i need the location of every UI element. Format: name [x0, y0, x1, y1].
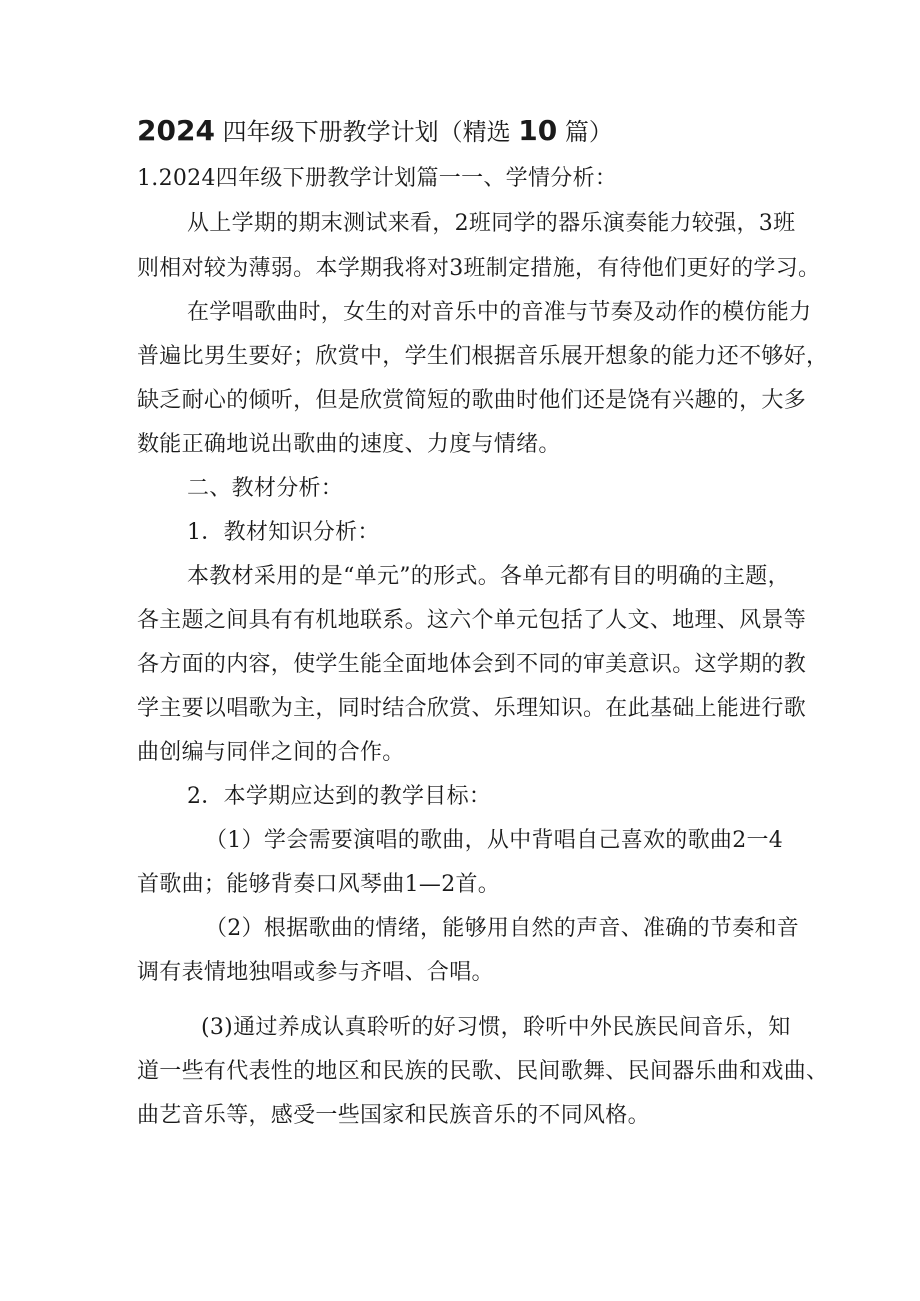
title-suffix: 篇） [564, 118, 613, 146]
paragraph-line: 在学唱歌曲时，女生的对音乐中的音准与节奏及动作的模仿能力 [187, 300, 812, 325]
paragraph-line: (3)通过养成认真聆听的好习惯，聆听中外民族民间音乐，知 [201, 1015, 791, 1040]
paragraph-line: 本教材采用的是“单元”的形式。各单元都有目的明确的主题， [187, 564, 790, 589]
paragraph-line: 曲创编与同伴之间的合作。 [137, 740, 405, 765]
subsection-heading: 1．教材知识分析： [187, 520, 380, 545]
paragraph-line: （2）根据歌曲的情绪，能够用自然的声音、准确的节奏和音 [205, 916, 800, 941]
title-text: 四年级下册教学计划（精选 [222, 118, 511, 146]
paragraph-line: 从上学期的期末测试来看，2班同学的器乐演奏能力较强，3班 [187, 211, 796, 236]
title-year: 2024 [137, 114, 215, 147]
paragraph-line: 首歌曲；能够背奏口风琴曲1—2首。 [137, 872, 501, 897]
paragraph-line: 普遍比男生要好；欣赏中，学生们根据音乐展开想象的能力还不够好， [137, 344, 829, 369]
section-heading: 二、教材分析： [187, 476, 344, 501]
paragraph-line: 调有表情地独唱或参与齐唱、合唱。 [137, 960, 494, 985]
subsection-heading: 2．本学期应达到的教学目标： [187, 784, 492, 809]
paragraph-line: 则相对较为薄弱。本学期我将对3班制定措施，有待他们更好的学习。 [137, 256, 821, 281]
paragraph-line: 各方面的内容，使学生能全面地体会到不同的审美意识。这学期的教 [137, 652, 807, 677]
paragraph-line: 学主要以唱歌为主，同时结合欣赏、乐理知识。在此基础上能进行歌 [137, 696, 807, 721]
document-title [137, 116, 613, 147]
paragraph-line: 缺乏耐心的倾听，但是欣赏简短的歌曲时他们还是饶有兴趣的，大多 [137, 388, 807, 413]
paragraph-line: 各主题之间具有有机地联系。这六个单元包括了人文、地理、风景等 [137, 608, 807, 633]
title-count: 10 [518, 114, 558, 147]
paragraph-line: （1）学会需要演唱的歌曲，从中背唱自己喜欢的歌曲2一4 [205, 828, 784, 853]
paragraph-line: 数能正确地说出歌曲的速度、力度与情绪。 [137, 432, 561, 457]
paragraph-line: 曲艺音乐等，感受一些国家和民族音乐的不同风格。 [137, 1103, 650, 1128]
paragraph-line: 道一些有代表性的地区和民族的民歌、民间歌舞、民间器乐曲和戏曲、 [137, 1059, 829, 1084]
section-heading: 1.2024四年级下册教学计划篇一一、学情分析： [137, 166, 618, 191]
